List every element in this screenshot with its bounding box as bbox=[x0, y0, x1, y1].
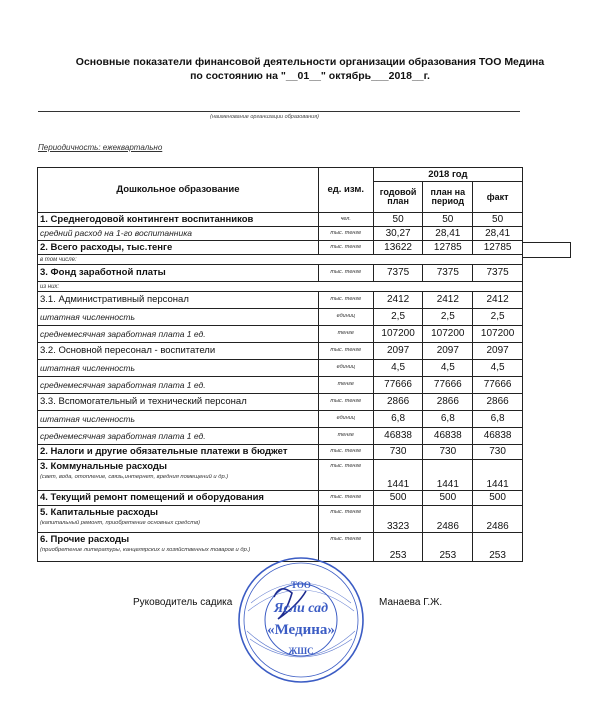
period-plan-value: 2,5 bbox=[423, 309, 473, 326]
row-unit: тыс. тенге bbox=[318, 292, 373, 309]
header-period-plan: план на период bbox=[423, 182, 473, 213]
table-row bbox=[38, 377, 523, 394]
period-plan-value: 6,8 bbox=[423, 411, 473, 428]
annual-plan-value: 30,27 bbox=[373, 227, 423, 241]
row-label: штатная численность bbox=[38, 309, 319, 326]
row-unit: чел. bbox=[318, 213, 373, 227]
row-unit: тыс. тенге bbox=[318, 445, 373, 460]
table-extension-cell bbox=[523, 242, 571, 258]
fact-value: 2097 bbox=[473, 343, 523, 360]
svg-text:ЖШС: ЖШС bbox=[288, 646, 314, 656]
financial-table bbox=[37, 167, 523, 562]
period-plan-value: 2412 bbox=[423, 292, 473, 309]
org-name-line bbox=[38, 111, 520, 112]
annual-plan-value: 13622 bbox=[373, 241, 423, 255]
report-date-line: по состоянию на "__01__" октябрь___2018__г. bbox=[190, 70, 430, 82]
period-plan-value: 12785 bbox=[423, 241, 473, 255]
signer-name: Манаева Г.Ж. bbox=[379, 597, 443, 608]
row-note: (капитальный ремонт, приобретение основных средств) bbox=[40, 519, 201, 526]
row-label: штатная численность bbox=[38, 360, 319, 377]
row-label: среднемесячная заработная плата 1 ед. bbox=[38, 377, 319, 394]
row-label: 2. Всего расходы, тыс.тенге bbox=[38, 241, 319, 255]
row-unit: тыс. тенге bbox=[318, 533, 373, 562]
annual-plan-value: 50 bbox=[373, 213, 423, 227]
periodicity-label: Периодичность: ежеквартально bbox=[38, 143, 163, 152]
row-label: 2. Налоги и другие обязательные платежи в бюджет bbox=[38, 445, 319, 460]
fact-value: 2412 bbox=[473, 292, 523, 309]
annual-plan-value: 500 bbox=[373, 491, 423, 506]
row-unit: тыс. тенге bbox=[318, 343, 373, 360]
organization-stamp-icon bbox=[236, 555, 366, 685]
table-row bbox=[38, 428, 523, 445]
row-unit: тыс. тенге bbox=[318, 241, 373, 255]
report-title: Основные показатели финансовой деятельности организации образования ТОО Медина bbox=[75, 56, 545, 68]
period-plan-value: 107200 bbox=[423, 326, 473, 343]
period-plan-value: 2866 bbox=[423, 394, 473, 411]
annual-plan-value: 3323 bbox=[373, 506, 423, 533]
fact-value: 6,8 bbox=[473, 411, 523, 428]
row-label: 3.1. Административный персонал bbox=[38, 292, 319, 309]
fact-value: 28,41 bbox=[473, 227, 523, 241]
row-unit: тыс. тенге bbox=[318, 491, 373, 506]
annual-plan-value: 1441 bbox=[373, 460, 423, 491]
row-unit: тенге bbox=[318, 428, 373, 445]
annual-plan-value: 7375 bbox=[373, 265, 423, 282]
table-row bbox=[38, 491, 523, 506]
row-unit: тыс. тенге bbox=[318, 460, 373, 491]
table-row bbox=[38, 506, 523, 533]
fact-value: 730 bbox=[473, 445, 523, 460]
fact-value: 500 bbox=[473, 491, 523, 506]
row-label: 3.3. Вспомогательный и технический персонал bbox=[38, 394, 319, 411]
period-plan-value: 46838 bbox=[423, 428, 473, 445]
period-plan-value: 500 bbox=[423, 491, 473, 506]
row-label: в том числе: bbox=[38, 255, 523, 265]
annual-plan-value: 46838 bbox=[373, 428, 423, 445]
table-row bbox=[38, 292, 523, 309]
annual-plan-value: 77666 bbox=[373, 377, 423, 394]
annual-plan-value: 2,5 bbox=[373, 309, 423, 326]
annual-plan-value: 6,8 bbox=[373, 411, 423, 428]
period-plan-value: 2486 bbox=[423, 506, 473, 533]
row-unit: единиц bbox=[318, 309, 373, 326]
annual-plan-value: 730 bbox=[373, 445, 423, 460]
period-plan-value: 253 bbox=[423, 533, 473, 562]
fact-value: 2486 bbox=[473, 506, 523, 533]
table-row bbox=[38, 227, 523, 241]
row-unit: тыс. тенге bbox=[318, 265, 373, 282]
period-plan-value: 2097 bbox=[423, 343, 473, 360]
annual-plan-value: 253 bbox=[373, 533, 423, 562]
row-unit: тыс. тенге bbox=[318, 506, 373, 533]
annual-plan-value: 2866 bbox=[373, 394, 423, 411]
row-label: 5. Капитальные расходы (капитальный ремонт, приобретение основных средств) bbox=[38, 506, 319, 533]
row-label: 4. Текущий ремонт помещений и оборудования bbox=[38, 491, 319, 506]
fact-value: 77666 bbox=[473, 377, 523, 394]
table-row bbox=[38, 411, 523, 428]
fact-value: 1441 bbox=[473, 460, 523, 491]
row-label: штатная численность bbox=[38, 411, 319, 428]
annual-plan-value: 2097 bbox=[373, 343, 423, 360]
header-year: 2018 год bbox=[373, 168, 522, 182]
fact-value: 2,5 bbox=[473, 309, 523, 326]
svg-text:«Медина»: «Медина» bbox=[267, 622, 335, 638]
svg-text:Ясли сад: Ясли сад bbox=[273, 601, 329, 616]
table-row bbox=[38, 445, 523, 460]
table-row bbox=[38, 265, 523, 282]
org-name-caption: (наименование организации образования) bbox=[210, 114, 319, 120]
fact-value: 4,5 bbox=[473, 360, 523, 377]
table-row bbox=[38, 213, 523, 227]
table-row bbox=[38, 460, 523, 491]
fact-value: 46838 bbox=[473, 428, 523, 445]
fact-value: 2866 bbox=[473, 394, 523, 411]
row-unit: тенге bbox=[318, 326, 373, 343]
header-fact: факт bbox=[473, 182, 523, 213]
fact-value: 7375 bbox=[473, 265, 523, 282]
header-unit: ед. изм. bbox=[318, 168, 373, 213]
period-plan-value: 28,41 bbox=[423, 227, 473, 241]
period-plan-value: 730 bbox=[423, 445, 473, 460]
row-unit: тыс. тенге bbox=[318, 227, 373, 241]
row-unit: единиц bbox=[318, 360, 373, 377]
header-section: Дошкольное образование bbox=[38, 168, 319, 213]
table-row bbox=[38, 309, 523, 326]
annual-plan-value: 107200 bbox=[373, 326, 423, 343]
svg-text:ТОО: ТОО bbox=[291, 580, 311, 590]
period-plan-value: 50 bbox=[423, 213, 473, 227]
row-note: (свет, вода, отопление, связь,интернет, вредния помещений и др.) bbox=[40, 473, 229, 480]
table-row bbox=[38, 255, 523, 265]
row-note: (приобретение литературы, канцелярских и хозяйственных товаров и др.) bbox=[40, 546, 251, 553]
period-plan-value: 4,5 bbox=[423, 360, 473, 377]
row-label: из них: bbox=[38, 282, 523, 292]
row-label: 6. Прочие расходы (приобретение литературы, канцелярских и хозяйственных товаров и др.) bbox=[38, 533, 319, 562]
table-row bbox=[38, 394, 523, 411]
row-label: 3.2. Основной пересонал - воспитатели bbox=[38, 343, 319, 360]
signer-title: Руководитель садика bbox=[133, 597, 233, 608]
fact-value: 107200 bbox=[473, 326, 523, 343]
row-unit: тенге bbox=[318, 377, 373, 394]
table-row bbox=[38, 326, 523, 343]
table-row bbox=[38, 241, 523, 255]
period-plan-value: 7375 bbox=[423, 265, 473, 282]
row-label: среднемесячная заработная плата 1 ед. bbox=[38, 326, 319, 343]
row-label: 3. Фонд заработной платы bbox=[38, 265, 319, 282]
annual-plan-value: 2412 bbox=[373, 292, 423, 309]
row-unit: тыс. тенге bbox=[318, 394, 373, 411]
fact-value: 253 bbox=[473, 533, 523, 562]
row-label: 1. Среднегодовой контингент воспитанников bbox=[38, 213, 319, 227]
row-unit: единиц bbox=[318, 411, 373, 428]
table-row bbox=[38, 282, 523, 292]
fact-value: 50 bbox=[473, 213, 523, 227]
row-label: 3. Коммунальные расходы (свет, вода, отопление, связь,интернет, вредния помещений и др.) bbox=[38, 460, 319, 491]
period-plan-value: 77666 bbox=[423, 377, 473, 394]
header-annual-plan: годовой план bbox=[373, 182, 423, 213]
row-label: средний расход на 1-го воспитанника bbox=[38, 227, 319, 241]
table-row bbox=[38, 343, 523, 360]
fact-value: 12785 bbox=[473, 241, 523, 255]
period-plan-value: 1441 bbox=[423, 460, 473, 491]
table-row bbox=[38, 360, 523, 377]
annual-plan-value: 4,5 bbox=[373, 360, 423, 377]
row-label: среднемесячная заработная плата 1 ед. bbox=[38, 428, 319, 445]
